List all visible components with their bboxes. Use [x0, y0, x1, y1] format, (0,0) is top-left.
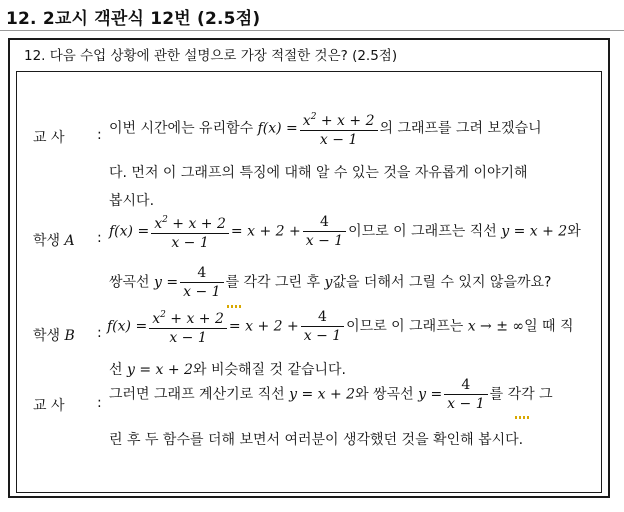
student-a-line1: f(x) = $\frac{x^2 + x + 2}{x - 1}$ = x + 2 + $\frac{4}{x - 1}$ 이므로 이 그래프는 직선 y = x + 2와 [109, 214, 581, 251]
speaker-student-a: 학생 A [33, 233, 75, 249]
student-b-line2: 선 y = x + 2와 비슷해질 것 같습니다. [109, 362, 347, 378]
speaker-student-b: 학생 B [33, 328, 75, 344]
question-box [8, 38, 610, 498]
teacher1-line1: 이번 시간에는 유리함수 f(x) = $\frac{x^2 + x + 2}{x - 1}$ 의 그래프를 그려 보겠습니 [109, 109, 542, 148]
student-a-line2: 쌍곡선 y = $\frac{4}{x - 1}$ 를 각각 그린 후 y값을 더해서 그릴 수 있지 않을까요? [109, 265, 552, 300]
speaker-teacher: 교 사 [33, 398, 65, 414]
exam-item-title: 12. 2교시 객관식 12번 (2.5점) [6, 9, 261, 29]
question-text: 12. 다음 수업 상황에 관한 설명으로 가장 적절한 것은? (2.5점) [24, 48, 398, 64]
title-divider [0, 30, 624, 31]
teacher1-line2: 다. 먼저 이 그래프의 특징에 대해 알 수 있는 것을 자유롭게 이야기해 [109, 165, 528, 181]
teacher2-line1: 그러면 그래프 계산기로 직선 y = x + 2와 쌍곡선 y = $\frac{4}{x - 1}$ 를 각각 그 [109, 377, 553, 412]
teacher2-line2: 린 후 두 함수를 더해 보면서 여러분이 생각했던 것을 확인해 봅시다. [109, 432, 524, 448]
dialogue-box [16, 71, 602, 493]
speaker-colon: : [97, 395, 102, 411]
teacher1-line3: 봅시다. [109, 193, 155, 209]
speaker-teacher: 교 사 [33, 130, 65, 146]
wavy-underline [515, 416, 531, 419]
speaker-colon: : [97, 230, 102, 246]
speaker-colon: : [97, 127, 102, 143]
speaker-colon: : [97, 325, 102, 341]
student-b-line1: f(x) = $\frac{x^2 + x + 2}{x - 1}$ = x + 2 + $\frac{4}{x - 1}$ 이므로 이 그래프는 x → ± ∞일 때 직 [107, 309, 574, 346]
